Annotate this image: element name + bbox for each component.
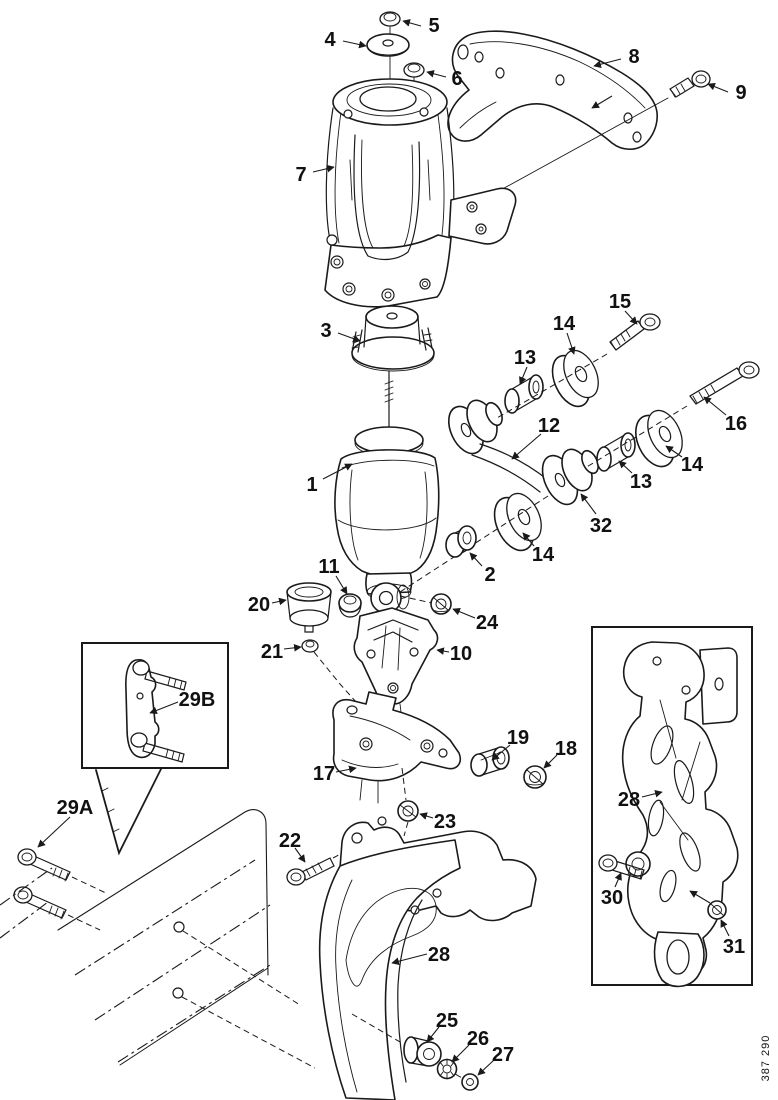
part-label-27: 27 [491, 1044, 515, 1066]
leader-line-31 [721, 920, 729, 936]
part-label-23: 23 [433, 811, 457, 833]
part-label-12: 12 [537, 415, 561, 437]
part-label-7: 7 [295, 164, 307, 186]
leader-line-12 [512, 434, 541, 459]
part-label-32: 32 [589, 515, 613, 537]
part-label-9: 9 [735, 82, 747, 104]
spool-bushing-32 [535, 445, 601, 510]
part-label-8: 8 [628, 46, 640, 68]
frame-panel [0, 810, 315, 1068]
leader-line-3 [338, 333, 360, 341]
leader-line-32 [581, 494, 596, 514]
part-label-6: 6 [451, 68, 463, 90]
leader-line-20 [272, 600, 286, 603]
part-label-13: 13 [629, 471, 653, 493]
part-label-15: 15 [608, 291, 632, 313]
leader-line-30 [615, 873, 621, 887]
part-label-21: 21 [260, 641, 284, 663]
nut-6 [404, 63, 424, 77]
part-label-1: 1 [306, 474, 318, 496]
nut-18 [524, 766, 546, 788]
part-label-4: 4 [324, 29, 336, 51]
leader-line-9 [708, 84, 728, 92]
nut-27 [462, 1074, 478, 1090]
nut-5 [380, 12, 400, 26]
support-bracket-8 [448, 31, 657, 149]
bolts-29A [14, 849, 108, 930]
leader-line-28 [392, 954, 427, 963]
part-label-25: 25 [435, 1010, 459, 1032]
part-label-16: 16 [724, 413, 748, 435]
pointer-triangle [96, 769, 161, 853]
part-label-5: 5 [428, 15, 440, 37]
part-label-2: 2 [484, 564, 496, 586]
leader-line-10 [437, 650, 449, 652]
leader-line-23 [420, 814, 433, 818]
part-label-31: 31 [722, 936, 746, 958]
part-label-30: 30 [600, 887, 624, 909]
washer-26 [438, 1059, 457, 1079]
leader-line-5 [403, 21, 421, 26]
sleeve-19 [471, 747, 509, 776]
inset-box-29B [82, 643, 228, 853]
part-label-26: 26 [466, 1028, 490, 1050]
leader-line-11 [336, 576, 347, 594]
part-label-10: 10 [449, 643, 473, 665]
leader-line-4 [343, 41, 366, 46]
part-label-18: 18 [554, 738, 578, 760]
part-label-28: 28 [427, 944, 451, 966]
leader-line-21 [284, 647, 301, 649]
top-mount-3 [352, 306, 434, 430]
part-label-24: 24 [475, 612, 499, 634]
part-label-22: 22 [278, 830, 302, 852]
buffer-cup-20 [287, 583, 331, 632]
part-label-13: 13 [513, 347, 537, 369]
bushing-2 [446, 526, 476, 557]
nut-21 [302, 640, 357, 703]
leader-line-24 [453, 609, 475, 618]
inset-box-hanger [592, 627, 752, 986]
washer-14-upper [545, 345, 605, 412]
part-label-11: 11 [318, 556, 340, 578]
bracket-17 [333, 692, 460, 803]
part-label-20: 20 [247, 594, 271, 616]
part-label-28: 28 [617, 789, 641, 811]
leader-line-16 [704, 397, 726, 415]
part-label-3: 3 [320, 320, 332, 342]
nut-23 [398, 801, 418, 836]
part-label-14: 14 [531, 544, 555, 566]
nut-24 [431, 594, 451, 614]
leader-line-6 [427, 72, 446, 77]
drawing-number: 387 290 [760, 1034, 772, 1082]
cap-11 [339, 594, 361, 617]
link-arm-12 [442, 396, 602, 510]
part-label-14: 14 [680, 454, 704, 476]
leader-line-2 [470, 553, 482, 566]
part-label-29B: 29B [178, 689, 216, 711]
leader-line-29A [38, 817, 70, 847]
part-label-14: 14 [552, 313, 576, 335]
part-label-29A: 29A [56, 797, 94, 819]
part-label-19: 19 [506, 727, 530, 749]
leader-line-7 [313, 167, 334, 172]
part-label-17: 17 [312, 763, 336, 785]
air-spring-1 [335, 427, 439, 613]
spacer-13-lower [597, 433, 635, 471]
